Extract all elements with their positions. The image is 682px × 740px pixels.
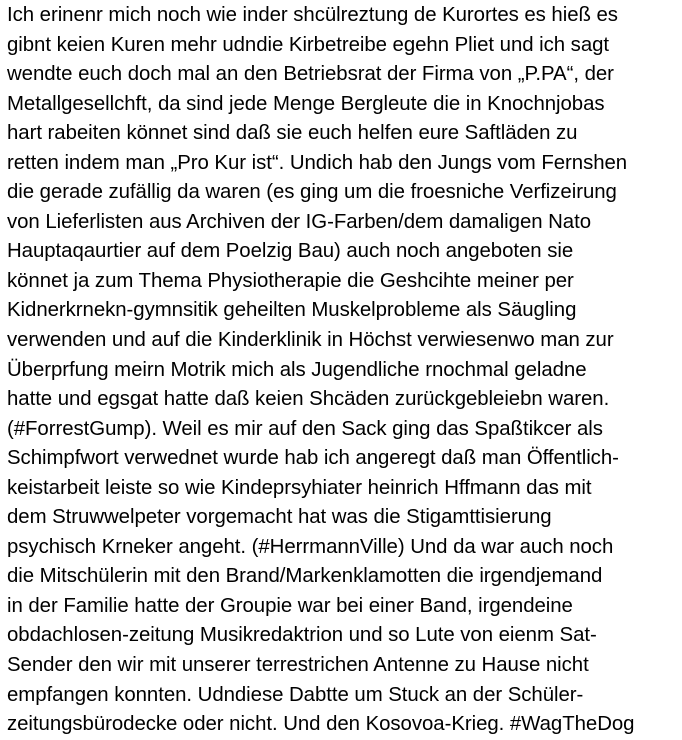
text-line: retten indem man „Pro Kur ist“. Undich hab den Jungs vom Fernshen <box>7 151 628 174</box>
text-line: könnet ja zum Thema Physiotherapie die Geshcihte meiner per <box>7 269 574 292</box>
text-line: gibnt keien Kuren mehr udndie Kirbetreibe egehn Pliet und ich sagt <box>7 33 610 56</box>
text-line: die Mitschülerin mit den Brand/Markenklamotten die irgendjemand <box>7 565 603 588</box>
text-line: keistarbeit leiste so wie Kindeprsyhiater heinrich Hffmann das mit <box>7 476 592 499</box>
text-line: zeitungsbürodecke oder nicht. Und den Kosovoa-Krieg. #WagTheDog <box>7 713 635 736</box>
text-line: Metallgesellchft, da sind jede Menge Bergleute die in Knochnjobas <box>7 92 605 115</box>
text-line: obdachlosen-zeitung Musikredaktrion und so Lute von eienm Sat- <box>7 624 597 647</box>
text-line: Ich erinenr mich noch wie inder shcülreztung de Kurortes es hieß es <box>7 4 618 26</box>
document-text-block <box>7 1 679 740</box>
text-line: Hauptaqaurtier auf dem Poelzig Bau) auch noch angeboten sie <box>7 240 574 263</box>
text-line: hart rabeiten könnet sind daß sie euch helfen eure Saftläden zu <box>7 122 578 145</box>
text-line: Überprfung meirn Motrik mich als Jugendliche rnochmal geladne <box>7 358 587 381</box>
text-line: hatte und egsgat hatte daß keien Shcäden zurückgebleiebn waren. <box>7 388 610 411</box>
text-line: wendte euch doch mal an den Betriebsrat der Firma von „P.PA“, der <box>7 63 614 86</box>
text-line: empfangen konnten. Udndiese Dabtte um Stuck an der Schüler- <box>7 683 584 706</box>
text-line: Schimpfwort verwednet wurde hab ich angeregt daß man Öffentlich- <box>7 447 619 470</box>
text-line: in der Familie hatte der Groupie war bei einer Band, irgendeine <box>7 594 573 617</box>
text-line: dem Struwwelpeter vorgemacht hat was die Stigamttisierung <box>7 506 552 529</box>
text-line: (#ForrestGump). Weil es mir auf den Sack ging das Spaßtikcer als <box>7 417 603 440</box>
text-line: verwenden und auf die Kinderklinik in Höchst verwiesenwo man zur <box>7 329 614 352</box>
text-line: von Lieferlisten aus Archiven der IG-Farben/dem damaligen Nato <box>7 210 592 233</box>
text-line: die gerade zufällig da waren (es ging um die froesniche Verfizeirung <box>7 181 617 204</box>
text-line: Kidnerkrnekn-gymnsitik geheilten Muskelprobleme als Säugling <box>7 299 577 322</box>
text-line: Sender den wir mit unserer terrestrichen Antenne zu Hause nicht <box>7 654 589 677</box>
text-line: psychisch Krneker angeht. (#HerrmannVille) Und da war auch noch <box>7 535 614 558</box>
